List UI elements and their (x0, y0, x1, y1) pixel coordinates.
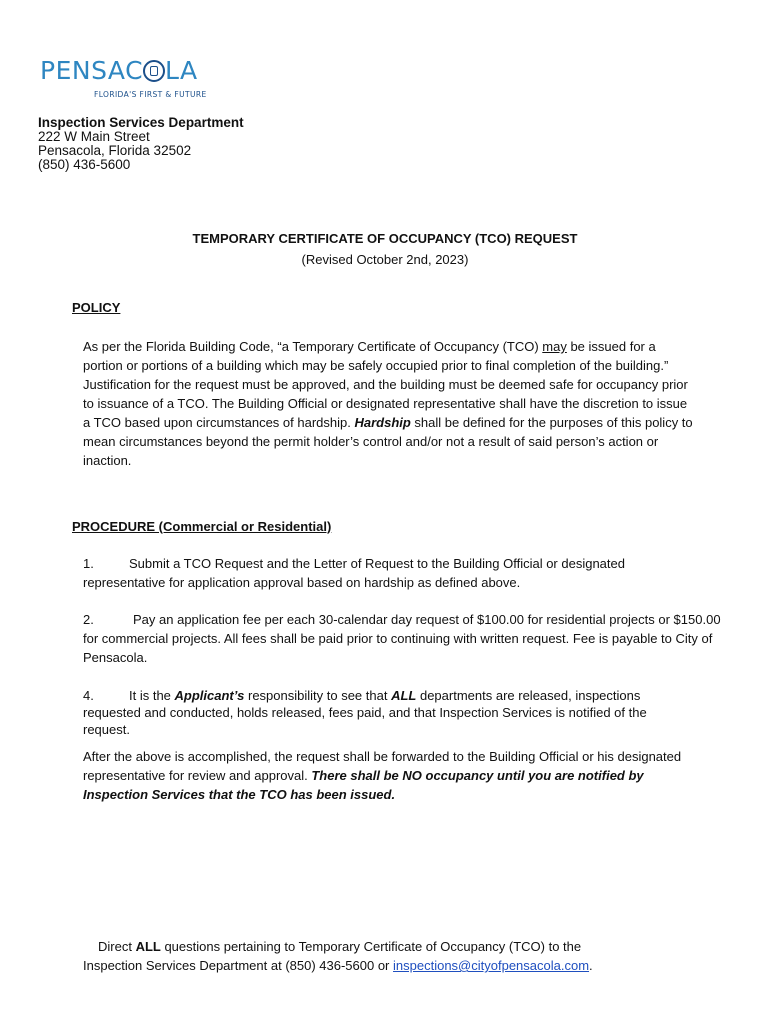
step-text: Pay an application fee per each 30-calendar day request of $100.00 for residential projects or $150.00 for commercial projects. All fees shall be paid prior to continuing with written request. Fee is payable to City of Pensacola. (83, 612, 721, 665)
phone-number: (850) 436-5600 (38, 157, 131, 172)
step-number: 2. (83, 612, 94, 627)
footer-text: . (589, 958, 593, 973)
footer-text: Direct (98, 939, 136, 954)
policy-paragraph (83, 337, 693, 470)
contact-footer (83, 937, 703, 975)
logo-text-end: LA (165, 56, 198, 85)
policy-text-part: As per the Florida Building Code, “a Temporary Certificate of Occupancy (TCO) (83, 339, 543, 354)
footer-text: Inspection Services Department at (850) 436-5600 or (83, 958, 394, 973)
procedure-heading: PROCEDURE (Commercial or Residential) (72, 519, 332, 534)
step-number: 1. (83, 556, 94, 571)
document-title-block (0, 230, 770, 267)
footer-emphasis-all: ALL (135, 939, 161, 954)
step-number: 4. (83, 688, 94, 703)
document-title: TEMPORARY CERTIFICATE OF OCCUPANCY (TCO) REQUEST (192, 231, 578, 246)
footer-text: questions pertaining to Temporary Certificate of Occupancy (TCO) to the (160, 939, 582, 954)
footer-line-2 (83, 958, 593, 973)
logo-text-start: PENSAC (40, 56, 144, 85)
procedure-step-2 (83, 610, 723, 667)
city-state-zip: Pensacola, Florida 32502 (38, 143, 192, 158)
closing-text: After the above is accomplished, the request shall be forwarded to the Building Official or his designated representative for review and approval. (83, 749, 682, 783)
department-address (38, 116, 358, 172)
procedure-step-4 (83, 687, 683, 738)
policy-emphasis-hardship: Hardship (354, 415, 411, 430)
step-emphasis-all: ALL (391, 688, 417, 703)
policy-heading: POLICY (72, 300, 121, 315)
city-logo (40, 58, 220, 104)
email-link[interactable]: inspections@cityofpensacola.com (393, 958, 590, 973)
closing-emphasis: There shall be NO occupancy until you are notified by Inspection Services that the TCO has been issued. (83, 768, 644, 802)
procedure-closing (83, 747, 683, 804)
department-name: Inspection Services Department (38, 115, 244, 130)
step-text: Submit a TCO Request and the Letter of Request to the Building Official or designated representative for application approval based on hardship as defined above. (83, 556, 625, 590)
policy-emphasis-may: may (542, 339, 567, 354)
logo-wordmark (40, 58, 220, 84)
step-emphasis-applicant: Applicant’s (174, 688, 245, 703)
step-text: responsibility to see that (244, 688, 392, 703)
procedure-step-1 (83, 554, 683, 592)
policy-text-part: be issued for a portion or portions of a building which may be safely occupied prior to final completion of the building.” Justification for the request must be approved, and the building must be deemed safe for occupancy prior to issuance of a TCO. The Building Official or designated representative shall have the discretion to issue a TCO based upon circumstances of hardship. (83, 339, 688, 430)
city-seal-icon (143, 60, 165, 82)
street-address: 222 W Main Street (38, 129, 150, 144)
policy-text-part: shall be defined for the purposes of this policy to mean circumstances beyond the permit holder’s control and/or not a result of said person’s action or inaction. (83, 415, 693, 468)
step-text: It is the (129, 688, 175, 703)
footer-line-1 (83, 937, 703, 956)
step-text: departments are released, inspections requested and conducted, holds released, fees paid, and that Inspection Services is notified of the request. (83, 688, 647, 737)
revision-date: (Revised October 2nd, 2023) (301, 252, 469, 267)
logo-tagline: FLORIDA'S FIRST & FUTURE (94, 90, 207, 99)
